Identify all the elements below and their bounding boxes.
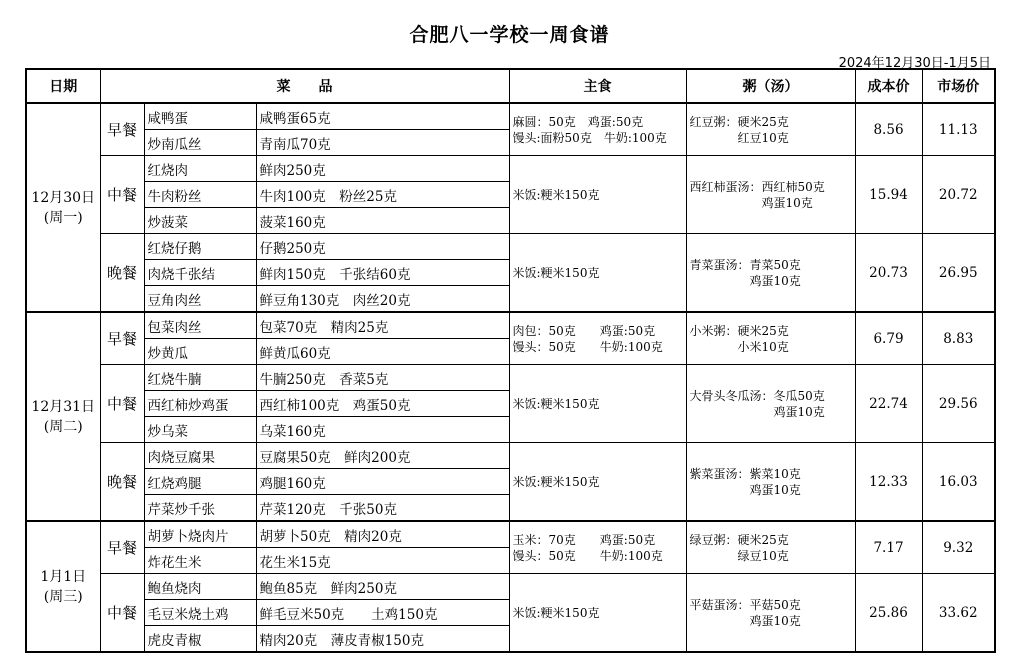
- table-row: [26, 365, 995, 391]
- cost-price: 20.73: [855, 234, 922, 313]
- table-row: [26, 443, 995, 469]
- soup-cell: 大骨头冬瓜汤：冬瓜50克 鸡蛋10克: [686, 365, 855, 443]
- day-date: 1月1日: [40, 568, 87, 585]
- market-price: 11.13: [922, 103, 995, 156]
- header-staple: 主食: [509, 69, 686, 103]
- dish-quantity: 鲜肉250克: [256, 156, 509, 182]
- dish-quantity: 胡萝卜50克 精肉20克: [256, 521, 509, 548]
- cost-price: 25.86: [855, 574, 922, 653]
- header-cost: 成本价: [855, 69, 922, 103]
- staple-cell: 麻圆：50克 鸡蛋:50克 馒头:面粉50克 牛奶:100克: [509, 103, 686, 156]
- table-row: [26, 103, 995, 130]
- table-row: [26, 521, 995, 548]
- market-price: 20.72: [922, 156, 995, 234]
- dish-name: 肉烧豆腐果: [144, 443, 256, 469]
- meal-label: 晚餐: [100, 443, 144, 522]
- dish-name: 红烧仔鹅: [144, 234, 256, 260]
- dish-quantity: 咸鸭蛋65克: [256, 103, 509, 130]
- cost-price: 7.17: [855, 521, 922, 574]
- dish-name: 毛豆米烧土鸡: [144, 600, 256, 626]
- dish-name: 红烧肉: [144, 156, 256, 182]
- dish-quantity: 精肉20克 薄皮青椒150克: [256, 626, 509, 653]
- cost-price: 22.74: [855, 365, 922, 443]
- day-weekday: (周三): [43, 588, 83, 605]
- soup-cell: 青菜蛋汤：青菜50克 鸡蛋10克: [686, 234, 855, 313]
- dish-quantity: 仔鹅250克: [256, 234, 509, 260]
- dish-quantity: 鲜肉150克 千张结60克: [256, 260, 509, 286]
- meal-label: 早餐: [100, 103, 144, 156]
- market-price: 16.03: [922, 443, 995, 522]
- dish-name: 虎皮青椒: [144, 626, 256, 653]
- table-row: [26, 312, 995, 339]
- meal-label: 中餐: [100, 574, 144, 653]
- dish-name: 胡萝卜烧肉片: [144, 521, 256, 548]
- dish-quantity: 鲜豆角130克 肉丝20克: [256, 286, 509, 313]
- day-date: 12月31日: [31, 398, 96, 415]
- dish-quantity: 鲜毛豆米50克 土鸡150克: [256, 600, 509, 626]
- soup-cell: 平菇蛋汤：平菇50克 鸡蛋10克: [686, 574, 855, 653]
- header-date: 日期: [26, 69, 100, 103]
- market-price: 29.56: [922, 365, 995, 443]
- dish-name: 咸鸭蛋: [144, 103, 256, 130]
- staple-cell: 米饭:粳米150克: [509, 234, 686, 313]
- day-cell: [26, 103, 100, 312]
- day-weekday: (周一): [43, 209, 83, 226]
- menu-table: [25, 68, 996, 653]
- day-cell: [26, 312, 100, 521]
- dish-name: 肉烧千张结: [144, 260, 256, 286]
- staple-cell: 米饭:粳米150克: [509, 156, 686, 234]
- table-row: [26, 156, 995, 182]
- soup-cell: 小米粥：硬米25克 小米10克: [686, 312, 855, 365]
- market-price: 8.83: [922, 312, 995, 365]
- dish-quantity: 豆腐果50克 鲜肉200克: [256, 443, 509, 469]
- dish-name: 炒南瓜丝: [144, 130, 256, 156]
- dish-name: 包菜肉丝: [144, 312, 256, 339]
- staple-cell: 米饭:粳米150克: [509, 443, 686, 522]
- table-row: [26, 234, 995, 260]
- dish-name: 炒菠菜: [144, 208, 256, 234]
- dish-name: 红烧牛腩: [144, 365, 256, 391]
- meal-label: 早餐: [100, 521, 144, 574]
- cost-price: 12.33: [855, 443, 922, 522]
- dish-quantity: 牛腩250克 香菜5克: [256, 365, 509, 391]
- dish-name: 炸花生米: [144, 548, 256, 574]
- day-date: 12月30日: [31, 189, 96, 206]
- staple-cell: 米饭:粳米150克: [509, 365, 686, 443]
- soup-cell: 红豆粥：硬米25克 红豆10克: [686, 103, 855, 156]
- dish-quantity: 菠菜160克: [256, 208, 509, 234]
- dish-quantity: 西红柿100克 鸡蛋50克: [256, 391, 509, 417]
- soup-cell: 绿豆粥：硬米25克 绿豆10克: [686, 521, 855, 574]
- header-dishes: 菜 品: [100, 69, 509, 103]
- dish-quantity: 鲜黄瓜60克: [256, 339, 509, 365]
- market-price: 9.32: [922, 521, 995, 574]
- header-market: 市场价: [922, 69, 995, 103]
- dish-quantity: 鸡腿160克: [256, 469, 509, 495]
- dish-quantity: 牛肉100克 粉丝25克: [256, 182, 509, 208]
- dish-quantity: 芹菜120克 千张50克: [256, 495, 509, 522]
- dish-name: 炒黄瓜: [144, 339, 256, 365]
- header-soup: 粥（汤）: [686, 69, 855, 103]
- dish-name: 牛肉粉丝: [144, 182, 256, 208]
- staple-cell: 玉米：70克 鸡蛋:50克 馒头：50克 牛奶:100克: [509, 521, 686, 574]
- meal-label: 中餐: [100, 156, 144, 234]
- cost-price: 8.56: [855, 103, 922, 156]
- soup-cell: 紫菜蛋汤：紫菜10克 鸡蛋10克: [686, 443, 855, 522]
- dish-name: 炒乌菜: [144, 417, 256, 443]
- soup-cell: 西红柿蛋汤：西红柿50克 鸡蛋10克: [686, 156, 855, 234]
- dish-quantity: 乌菜160克: [256, 417, 509, 443]
- dish-name: 芹菜炒千张: [144, 495, 256, 522]
- dish-name: 鲍鱼烧肉: [144, 574, 256, 600]
- staple-cell: 米饭:粳米150克: [509, 574, 686, 653]
- date-range: 2024年12月30日-1月5日: [838, 56, 991, 71]
- meal-label: 晚餐: [100, 234, 144, 313]
- cost-price: 15.94: [855, 156, 922, 234]
- cost-price: 6.79: [855, 312, 922, 365]
- dish-quantity: 花生米15克: [256, 548, 509, 574]
- dish-quantity: 包菜70克 精肉25克: [256, 312, 509, 339]
- day-weekday: (周二): [43, 418, 83, 435]
- day-cell: [26, 521, 100, 652]
- staple-cell: 肉包：50克 鸡蛋:50克 馒头：50克 牛奶:100克: [509, 312, 686, 365]
- dish-name: 西红柿炒鸡蛋: [144, 391, 256, 417]
- page-title: 合肥八一学校一周食谱: [409, 24, 610, 46]
- dish-name: 红烧鸡腿: [144, 469, 256, 495]
- table-row: [26, 574, 995, 600]
- dish-quantity: 鲍鱼85克 鲜肉250克: [256, 574, 509, 600]
- table-header-row: [26, 69, 995, 103]
- meal-label: 中餐: [100, 365, 144, 443]
- meal-label: 早餐: [100, 312, 144, 365]
- market-price: 33.62: [922, 574, 995, 653]
- market-price: 26.95: [922, 234, 995, 313]
- dish-name: 豆角肉丝: [144, 286, 256, 313]
- dish-quantity: 青南瓜70克: [256, 130, 509, 156]
